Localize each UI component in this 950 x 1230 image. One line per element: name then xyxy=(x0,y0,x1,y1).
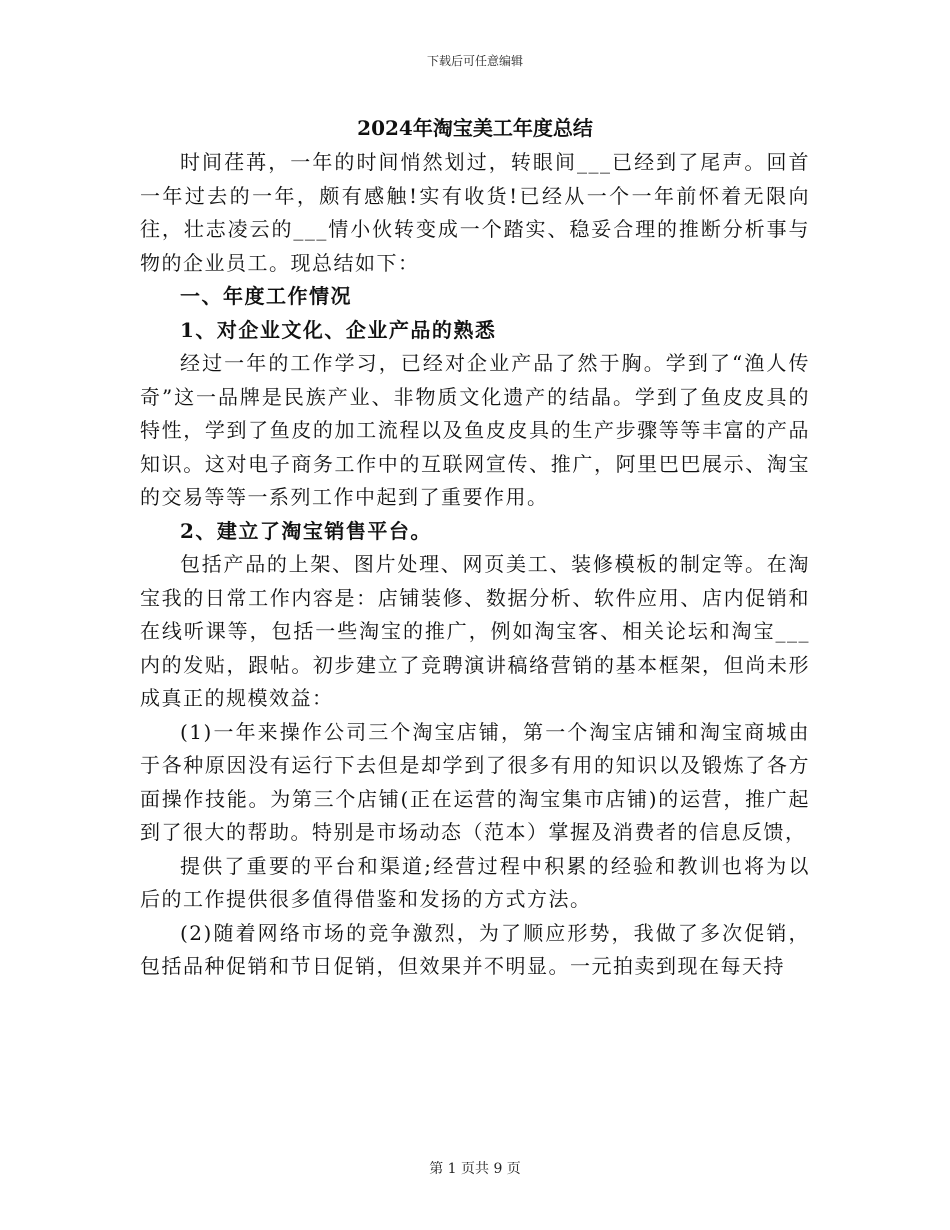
document-body xyxy=(140,110,810,984)
paragraph-intro: 时间荏苒，一年的时间悄然划过，转眼间___已经到了尾声。回首一年过去的一年，颇有感触!实有收货!已经从一个一年前怀着无限向往，壮志凌云的___情小伙转变成一个踏实、稳妥合理的推断分析事与物的企业员工。现总结如下： xyxy=(140,150,810,275)
page-header: 下载后可任意编辑 xyxy=(426,54,523,68)
subheading-culture-products: 1、对企业文化、企业产品的熟悉 xyxy=(180,317,497,342)
page-footer: 第 1 页共 9 页 xyxy=(429,1161,521,1177)
section-heading-annual-work: 一、年度工作情况 xyxy=(180,284,352,308)
document-title: 2024年淘宝美工年度总结 xyxy=(357,116,593,140)
subheading-taobao-platform: 2、建立了淘宝销售平台。 xyxy=(180,518,432,543)
paragraph-item-2: (2)随着网络市场的竞争激烈，为了顺应形势，我做了多次促销，包括品种促销和节日促销，但效果并不明显。一元拍卖到现在每天持 xyxy=(140,920,810,978)
paragraph-taobao-platform: 包括产品的上架、图片处理、网页美工、装修模板的制定等。在淘宝我的日常工作内容是：店铺装修、数据分析、软件应用、店内促销和在线听课等，包括一些淘宝的推广，例如淘宝客、相关论坛和淘宝___内的发贴，跟帖。初步建立了竞聘演讲稿络营销的基本框架，但尚未形成真正的规模效益： xyxy=(140,552,810,710)
paragraph-item-1: (1)一年来操作公司三个淘宝店铺，第一个淘宝店铺和淘宝商城由于各种原因没有运行下去但是却学到了很多有用的知识以及锻炼了各方面操作技能。为第三个店铺(正在运营的淘宝集市店铺)的运营，推广起到了很大的帮助。特别是市场动态（范本）掌握及消费者的信息反馈， xyxy=(140,719,810,844)
paragraph-item-1-continued: 提供了重要的平台和渠道;经营过程中积累的经验和教训也将为以后的工作提供很多值得借鉴和发扬的方式方法。 xyxy=(140,853,810,911)
paragraph-culture-products: 经过一年的工作学习，已经对企业产品了然于胸。学到了“渔人传奇”这一品牌是民族产业、非物质文化遗产的结晶。学到了鱼皮皮具的特性，学到了鱼皮的加工流程以及鱼皮皮具的生产步骤等等丰富的产品知识。这对电子商务工作中的互联网宣传、推广，阿里巴巴展示、淘宝的交易等等一系列工作中起到了重要作用。 xyxy=(140,351,810,509)
